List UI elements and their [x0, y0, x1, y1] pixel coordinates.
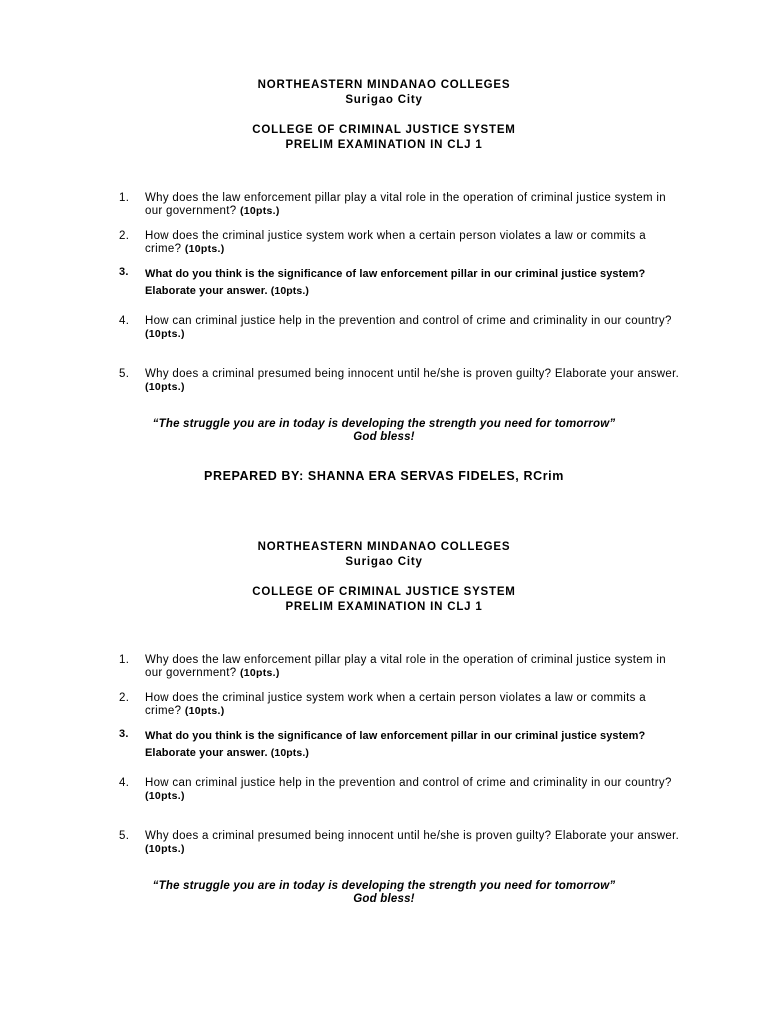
question-text: Why does the law enforcement pillar play a vital role in the operation of criminal justice system in our government? — [145, 654, 666, 679]
question-number: 3. — [119, 266, 129, 278]
question-number: 5. — [119, 368, 130, 380]
exam-header — [0, 78, 768, 153]
question-number: 4. — [119, 777, 130, 789]
quote-blessing: God bless! — [353, 431, 415, 443]
question-text: How does the criminal justice system work when a certain person violates a law or commits a crime? — [145, 230, 646, 255]
question-points: (10pts.) — [239, 666, 280, 679]
question-text: Why does a criminal presumed being innocent until he/she is proven guilty? Elaborate your answer. — [145, 368, 680, 380]
college-name: COLLEGE OF CRIMINAL JUSTICE SYSTEM — [252, 586, 516, 598]
question-text: How does the criminal justice system work when a certain person violates a law or commits a crime? — [145, 692, 646, 717]
question-text: What do you think is the significance of law enforcement pillar in our criminal justice system? Elaborate your answer. — [145, 730, 646, 759]
exam-title: PRELIM EXAMINATION IN CLJ 1 — [285, 139, 483, 151]
school-city: Surigao City — [345, 556, 423, 568]
question-points: (10pts.) — [145, 327, 185, 340]
question-number: 2. — [119, 692, 130, 704]
question-points: (10pts.) — [270, 747, 309, 759]
motivational-quote — [0, 418, 768, 444]
motivational-quote — [0, 880, 768, 906]
school-name: NORTHEASTERN MINDANAO COLLEGES — [257, 541, 511, 553]
question-text: How can criminal justice help in the prevention and control of crime and criminality in our country? — [145, 315, 672, 327]
question-points: (10pts.) — [145, 789, 185, 802]
question-number: 2. — [119, 230, 130, 242]
question-text: How can criminal justice help in the prevention and control of crime and criminality in our country? — [145, 777, 672, 789]
question-points: (10pts.) — [239, 204, 280, 217]
school-city: Surigao City — [345, 94, 423, 106]
school-name: NORTHEASTERN MINDANAO COLLEGES — [257, 79, 511, 91]
exam-header — [0, 540, 768, 615]
question-number: 1. — [119, 192, 130, 204]
question-points: (10pts.) — [145, 842, 185, 855]
question-points: (10pts.) — [145, 380, 185, 393]
quote-line: “The struggle you are in today is developing the strength you need for tomorrow” — [152, 418, 616, 430]
question-text: Why does a criminal presumed being innocent until he/she is proven guilty? Elaborate your answer. — [145, 830, 680, 842]
question-points: (10pts.) — [184, 242, 225, 255]
college-name: COLLEGE OF CRIMINAL JUSTICE SYSTEM — [252, 124, 516, 136]
quote-blessing: God bless! — [353, 893, 415, 905]
question-points: (10pts.) — [184, 704, 225, 717]
quote-line: “The struggle you are in today is developing the strength you need for tomorrow” — [152, 880, 616, 892]
question-number: 1. — [119, 654, 130, 666]
question-number: 4. — [119, 315, 130, 327]
prepared-by: PREPARED BY: SHANNA ERA SERVAS FIDELES, RCrim — [204, 469, 564, 483]
question-text: What do you think is the significance of law enforcement pillar in our criminal justice system? Elaborate your answer. — [145, 268, 646, 297]
exam-title: PRELIM EXAMINATION IN CLJ 1 — [285, 601, 483, 613]
question-number: 3. — [119, 728, 129, 740]
question-points: (10pts.) — [270, 285, 309, 297]
question-number: 5. — [119, 830, 130, 842]
question-text: Why does the law enforcement pillar play a vital role in the operation of criminal justice system in our government? — [145, 192, 666, 217]
